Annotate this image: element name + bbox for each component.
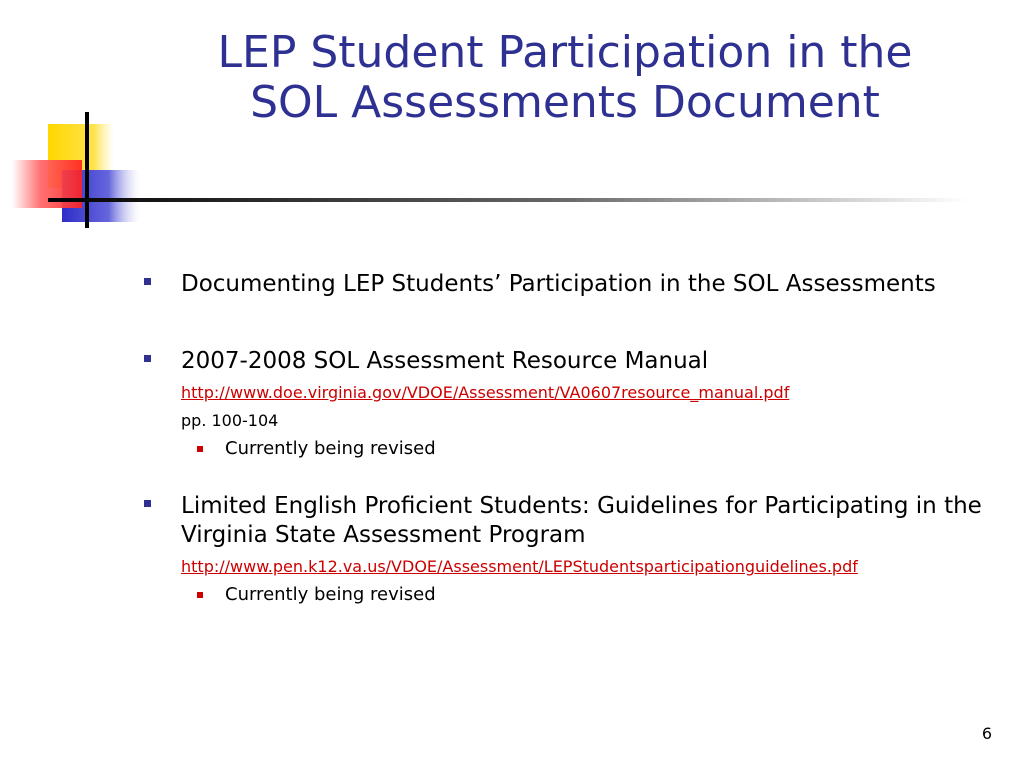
bullet-list [140, 270, 1000, 606]
bullet-text: Documenting LEP Students’ Participation in the SOL Assessments [181, 271, 936, 297]
slide-title [150, 28, 980, 128]
square-bullet-icon [144, 278, 151, 285]
sub-bullet-text: Currently being revised [225, 584, 436, 605]
slide-title-line-1: LEP Student Participation in the [217, 27, 913, 78]
page-range: pp. 100-104 [181, 411, 279, 430]
page-number: 6 [981, 724, 992, 743]
bullet-item-documenting [140, 270, 1000, 299]
horizontal-rule [48, 198, 968, 202]
slide-title-line-2: SOL Assessments Document [250, 77, 880, 128]
bullet-item-resource-manual [140, 347, 1000, 460]
bullet-text: Limited English Proficient Students: Guidelines for Participating in the Virginia State Assessment Program [181, 493, 982, 548]
sub-bullet-text: Currently being revised [225, 438, 436, 459]
square-bullet-icon [144, 355, 151, 362]
sub-bullet-item [181, 438, 1000, 460]
bullet-text: 2007-2008 SOL Assessment Resource Manual [181, 348, 709, 374]
resource-manual-link[interactable]: http://www.doe.virginia.gov/VDOE/Assessment/VA0607resource_manual.pdf [181, 383, 790, 402]
vertical-rule [85, 112, 89, 228]
guidelines-link[interactable]: http://www.pen.k12.va.us/VDOE/Assessment/LEPStudentsparticipationguidelines.pdf [181, 557, 858, 576]
square-bullet-icon [144, 500, 151, 507]
bullet-item-guidelines [140, 492, 1000, 606]
small-square-bullet-icon [197, 592, 203, 598]
sub-bullet-item [181, 584, 1000, 606]
small-square-bullet-icon [197, 446, 203, 452]
